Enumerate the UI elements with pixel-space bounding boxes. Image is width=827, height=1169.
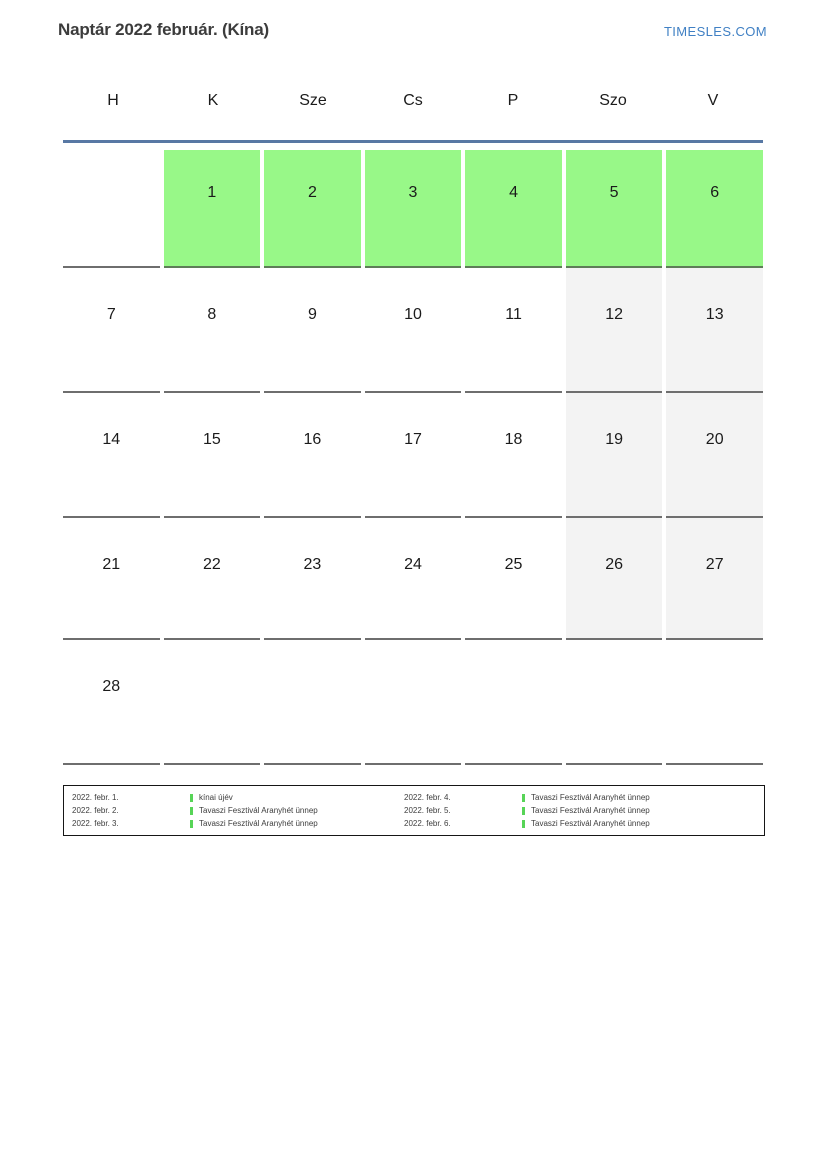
day-cell: 26	[566, 518, 663, 640]
day-cell: 10	[365, 268, 462, 393]
week-row	[63, 393, 763, 518]
day-cell	[666, 640, 763, 765]
day-cell: 4	[465, 150, 562, 268]
day-cell: 25	[465, 518, 562, 640]
day-cell: 24	[365, 518, 462, 640]
legend-entry	[404, 804, 756, 817]
day-cell: 11	[465, 268, 562, 393]
legend-entry	[72, 791, 404, 804]
legend-date: 2022. febr. 4.	[404, 793, 451, 802]
day-cell: 17	[365, 393, 462, 518]
day-cell	[566, 640, 663, 765]
day-cell	[264, 640, 361, 765]
site-link[interactable]: TIMESLES.COM	[663, 24, 767, 39]
weekday-header-row	[63, 92, 763, 110]
day-cell: 14	[63, 393, 160, 518]
day-cell: 28	[63, 640, 160, 765]
legend-date: 2022. febr. 2.	[72, 806, 119, 815]
day-cell: 13	[666, 268, 763, 393]
holiday-marker-icon	[190, 807, 193, 815]
calendar-grid	[63, 150, 763, 765]
weekday-header: Cs	[403, 92, 423, 109]
legend-entry	[72, 804, 404, 817]
holiday-marker-icon	[522, 794, 525, 802]
weekday-header: V	[707, 92, 719, 109]
day-cell: 12	[566, 268, 663, 393]
header-rule	[63, 140, 763, 143]
day-cell: 1	[164, 150, 261, 268]
legend-label: Tavaszi Fesztivál Aranyhét ünnep	[531, 819, 650, 828]
day-cell: 6	[666, 150, 763, 268]
day-cell	[63, 150, 160, 268]
legend-label: Tavaszi Fesztivál Aranyhét ünnep	[199, 806, 318, 815]
day-cell	[365, 640, 462, 765]
weekday-header: K	[207, 92, 219, 109]
legend-entry	[404, 791, 756, 804]
holiday-marker-icon	[522, 807, 525, 815]
legend-date: 2022. febr. 3.	[72, 819, 119, 828]
day-cell	[465, 640, 562, 765]
day-cell: 8	[164, 268, 261, 393]
legend-date: 2022. febr. 1.	[72, 793, 119, 802]
holiday-marker-icon	[190, 820, 193, 828]
day-cell: 23	[264, 518, 361, 640]
day-cell: 9	[264, 268, 361, 393]
legend-date: 2022. febr. 5.	[404, 806, 451, 815]
day-cell: 22	[164, 518, 261, 640]
day-cell: 19	[566, 393, 663, 518]
day-cell	[164, 640, 261, 765]
day-cell: 16	[264, 393, 361, 518]
day-cell: 5	[566, 150, 663, 268]
legend-label: Tavaszi Fesztivál Aranyhét ünnep	[531, 793, 650, 802]
week-row	[63, 518, 763, 640]
holiday-marker-icon	[522, 820, 525, 828]
legend-label: kínai újév	[199, 793, 233, 802]
legend-date: 2022. febr. 6.	[404, 819, 451, 828]
weekday-header: Sze	[299, 92, 327, 109]
weekday-header: H	[107, 92, 119, 109]
day-cell: 2	[264, 150, 361, 268]
day-cell: 20	[666, 393, 763, 518]
holiday-marker-icon	[190, 794, 193, 802]
day-cell: 18	[465, 393, 562, 518]
legend-label: Tavaszi Fesztivál Aranyhét ünnep	[531, 806, 650, 815]
week-row	[63, 640, 763, 765]
day-cell: 7	[63, 268, 160, 393]
legend-entry	[404, 817, 756, 830]
day-cell: 15	[164, 393, 261, 518]
week-row	[63, 150, 763, 268]
day-cell: 21	[63, 518, 160, 640]
week-row	[63, 268, 763, 393]
legend-entry	[72, 817, 404, 830]
weekday-header: P	[507, 92, 519, 109]
legend-label: Tavaszi Fesztivál Aranyhét ünnep	[199, 819, 318, 828]
day-cell: 3	[365, 150, 462, 268]
weekday-header: Szo	[599, 92, 627, 109]
day-cell: 27	[666, 518, 763, 640]
legend-box	[63, 785, 765, 836]
page-title: Naptár 2022 február. (Kína)	[58, 20, 269, 39]
